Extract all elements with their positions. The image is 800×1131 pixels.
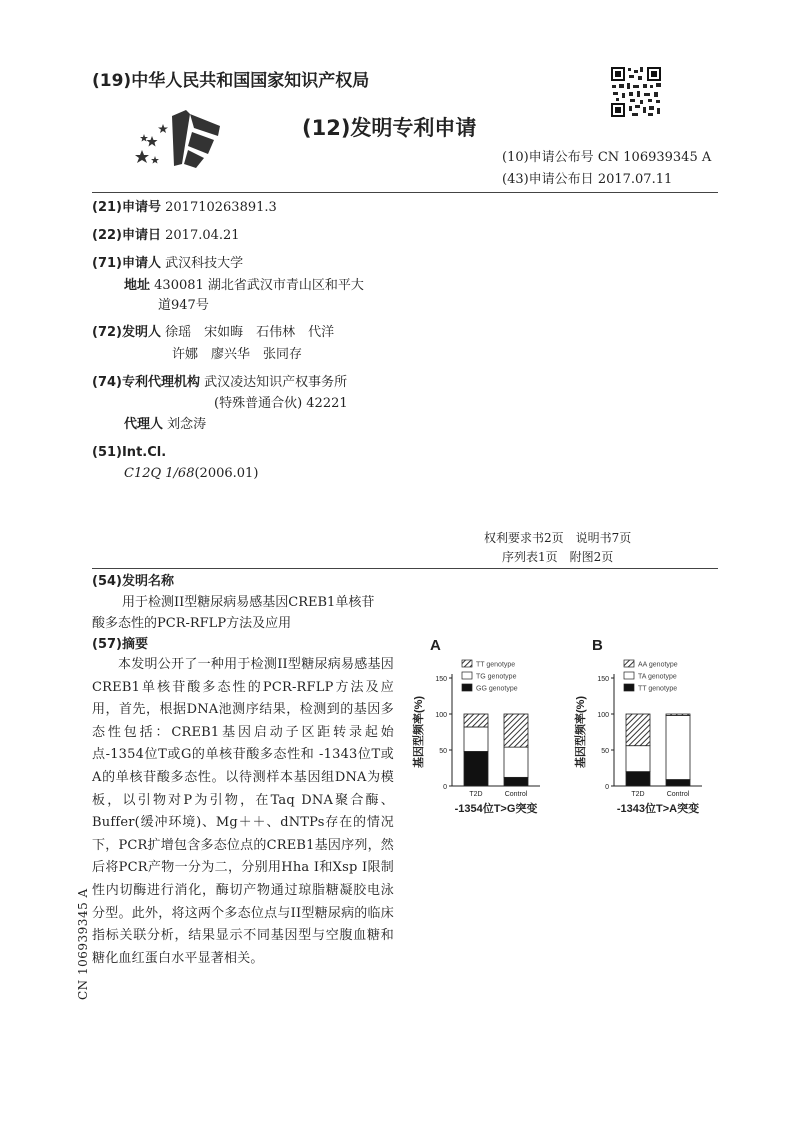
- y-axis-label-A: 基因型频率(%): [413, 695, 425, 769]
- bar-A-control-tg: [504, 747, 528, 777]
- application-date: [92, 226, 240, 246]
- abstract-body: [92, 654, 394, 970]
- legend-label-B-2: TT genotype: [638, 685, 678, 693]
- y-tick-label-B-0: 0: [605, 784, 609, 791]
- app-date-value: 2017.04.21: [165, 228, 240, 243]
- bar-A-control-tt: [504, 714, 528, 747]
- abstract-label: [92, 635, 148, 655]
- title-line-1: 用于检测II型糖尿病易感基因CREB1单核苷: [122, 595, 375, 610]
- agent-label: 代理人: [124, 417, 164, 432]
- title-label: [92, 572, 174, 592]
- legend-label-A-2: GG genotype: [476, 685, 518, 693]
- legend-label-B-0: AA genotype: [638, 661, 678, 669]
- address-line-1: 430081 湖北省武汉市青山区和平大: [154, 278, 364, 293]
- chart-title-A: -1354位T>G突变: [454, 803, 538, 815]
- y-tick-label-B-50: 50: [601, 748, 609, 755]
- intcl-classification: [124, 464, 258, 484]
- x-tick-label-B-control: Control: [666, 791, 690, 798]
- address-line-2: 道947号: [158, 298, 209, 313]
- office-name: (19)中华人民共和国国家知识产权局: [92, 71, 370, 91]
- abstract-label-text: (57)摘要: [92, 637, 148, 652]
- agent: [124, 415, 206, 435]
- publication-date: (43)申请公布日 2017.07.11: [502, 172, 673, 187]
- bar-B-control-aa: [666, 714, 690, 715]
- inventors-label: (72)发明人: [92, 325, 161, 340]
- intcl-label-text: (51)Int.Cl.: [92, 445, 167, 460]
- legend-swatch-A-0: [462, 660, 472, 667]
- legend-swatch-B-1: [624, 672, 634, 679]
- intcl-code: C12Q 1/68: [124, 466, 195, 481]
- title-label-text: (54)发明名称: [92, 574, 174, 589]
- agency-line-2: (特殊普通合伙) 42221: [214, 396, 348, 411]
- inventors: [92, 323, 334, 343]
- chart-title-B: -1343位T>A突变: [616, 803, 700, 815]
- address: [124, 276, 364, 296]
- abstract-text: 本发明公开了一种用于检测II型糖尿病易感基因CREB1单核苷酸多态性的PCR-RFLP方法及应用，首先，根据DNA池测序结果，检测到的基因多态性包括：CREB1基因启动子区距转录起始点-1354位T或G的单核苷酸多态性和 -1343位T或A的单核苷酸多态性。以待测样本基因组DNA为模板，以引物对P为引物，在Taq DNA聚合酶、Buffer(缓冲环境)、Mg＋＋、dNTPs存在的情况下，PCR扩增包含多态位点的CREB1基因序列，然后将PCR产物一分为二，分别用Hha I和Xsp I限制性内切酶进行消化，酶切产物通过琼脂糖凝胶电泳分型。此外，将这两个多态位点与II型糖尿病的临床指标关联分析，结果显示不同基因型与空腹血糖和糖化血红蛋白水平显著相关。: [92, 657, 394, 966]
- legend-swatch-A-1: [462, 672, 472, 679]
- y-axis-label-B: 基因型频率(%): [575, 695, 587, 769]
- intcl-label: [92, 443, 166, 463]
- y-tick-label-A-150: 150: [435, 676, 447, 683]
- x-tick-label-A-t2d: T2D: [469, 791, 483, 798]
- application-number: [92, 198, 277, 218]
- bar-B-t2d-ta: [626, 746, 650, 772]
- agent-value: 刘念涛: [167, 417, 207, 432]
- bar-A-control-gg: [504, 777, 528, 786]
- page-counts-line-1: 权利要求书2页 说明书7页: [484, 531, 632, 545]
- address-label: 地址: [124, 278, 151, 293]
- x-tick-label-A-control: Control: [504, 791, 528, 798]
- mid-rule: [92, 568, 718, 569]
- y-tick-label-A-100: 100: [435, 712, 447, 719]
- bar-B-control-ta: [666, 715, 690, 779]
- inventors-line-2: 许娜 廖兴华 张同存: [172, 347, 303, 362]
- y-tick-label-A-0: 0: [443, 784, 447, 791]
- inventors-line-1: 徐瑶 宋如晦 石伟林 代洋: [165, 325, 335, 340]
- page-counts-line-2: 序列表1页 附图2页: [502, 550, 614, 564]
- top-rule: [92, 192, 718, 193]
- y-tick-label-A-50: 50: [439, 748, 447, 755]
- document-type: (12)发明专利申请: [302, 116, 477, 140]
- applicant: [92, 254, 243, 274]
- app-no-value: 201710263891.3: [165, 200, 277, 215]
- applicant-value: 武汉科技大学: [165, 256, 244, 271]
- legend-label-A-1: TG genotype: [476, 673, 517, 681]
- panel-label-A: A: [430, 637, 441, 654]
- qr-code: [610, 66, 662, 118]
- intcl-year: (2006.01): [194, 466, 259, 481]
- y-tick-label-B-150: 150: [597, 676, 609, 683]
- app-date-label: (22)申请日: [92, 228, 161, 243]
- bar-B-t2d-tt: [626, 772, 650, 786]
- agency-line-1: 武汉凌达知识产权事务所: [204, 375, 348, 390]
- cnipa-logo: [130, 106, 226, 172]
- agency-label: (74)专利代理机构: [92, 375, 200, 390]
- y-tick-label-B-100: 100: [597, 712, 609, 719]
- side-publication-number: CN 106939345 A: [76, 888, 90, 1000]
- x-tick-label-B-t2d: T2D: [631, 791, 645, 798]
- legend-label-B-1: TA genotype: [638, 673, 677, 681]
- bar-A-t2d-tt: [464, 714, 488, 727]
- abstract-figure: [410, 630, 710, 825]
- legend-label-A-0: TT genotype: [476, 661, 516, 669]
- bar-B-control-tt: [666, 780, 690, 786]
- agency: [92, 373, 347, 393]
- legend-swatch-B-2: [624, 684, 634, 691]
- bar-A-t2d-tg: [464, 727, 488, 751]
- legend-swatch-B-0: [624, 660, 634, 667]
- legend-swatch-A-2: [462, 684, 472, 691]
- applicant-label: (71)申请人: [92, 256, 161, 271]
- panel-label-B: B: [592, 637, 603, 654]
- publication-number: (10)申请公布号 CN 106939345 A: [502, 150, 712, 165]
- bar-B-t2d-aa: [626, 714, 650, 746]
- bar-A-t2d-gg: [464, 751, 488, 786]
- app-no-label: (21)申请号: [92, 200, 161, 215]
- title-line-2: 酸多态性的PCR-RFLP方法及应用: [92, 616, 292, 631]
